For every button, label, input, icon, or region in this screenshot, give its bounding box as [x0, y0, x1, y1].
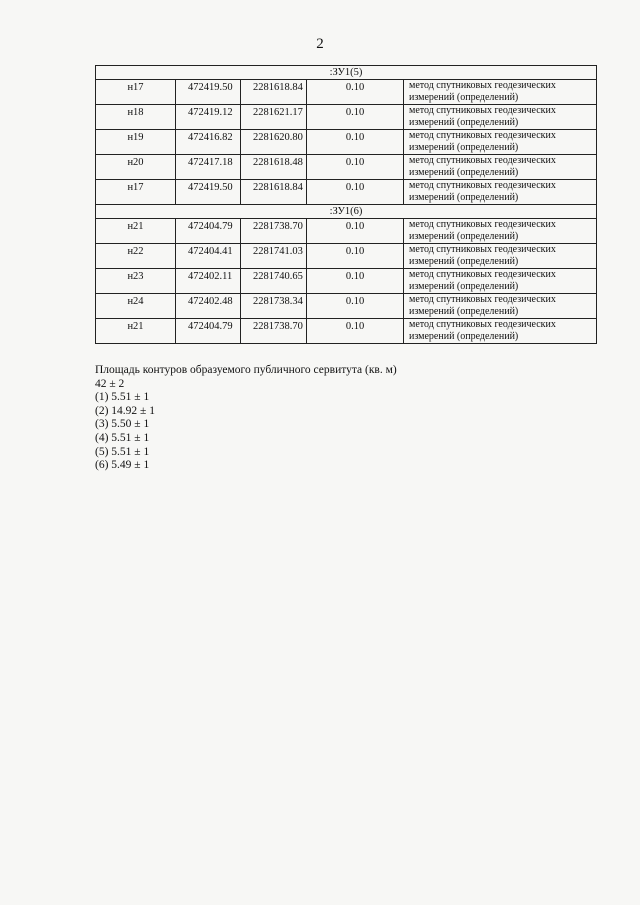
method-cell: метод спутниковых геодезических измерений (определений): [404, 130, 597, 155]
x-coordinate-cell: 472402.11: [176, 269, 241, 294]
point-number-cell: н18: [96, 105, 176, 130]
group-label: :ЗУ1(5): [96, 66, 597, 80]
y-coordinate-cell: 2281738.34: [241, 294, 307, 319]
point-number-cell: н22: [96, 244, 176, 269]
method-cell: метод спутниковых геодезических измерений (определений): [404, 219, 597, 244]
table-row: [96, 244, 597, 269]
point-number-cell: н17: [96, 80, 176, 105]
area-contour: (1) 5.51 ± 1: [95, 391, 150, 404]
accuracy-cell: 0.10: [307, 294, 404, 319]
accuracy-cell: 0.10: [307, 105, 404, 130]
point-number-cell: н21: [96, 219, 176, 244]
method-cell: метод спутниковых геодезических измерений (определений): [404, 319, 597, 344]
table-row: [96, 180, 597, 205]
point-number-cell: н24: [96, 294, 176, 319]
table-row: [96, 130, 597, 155]
area-heading: Площадь контуров образуемого публичного сервитута (кв. м): [95, 364, 397, 376]
area-contour: (5) 5.51 ± 1: [95, 445, 150, 458]
table-row: [96, 219, 597, 244]
accuracy-cell: 0.10: [307, 130, 404, 155]
area-contour: (2) 14.92 ± 1: [95, 404, 155, 417]
coordinates-table: [95, 65, 597, 344]
page-number: 2: [316, 36, 324, 52]
accuracy-cell: 0.10: [307, 80, 404, 105]
method-cell: метод спутниковых геодезических измерений (определений): [404, 105, 597, 130]
accuracy-cell: 0.10: [307, 319, 404, 344]
y-coordinate-cell: 2281738.70: [241, 319, 307, 344]
x-coordinate-cell: 472404.79: [176, 219, 241, 244]
point-number-cell: н20: [96, 155, 176, 180]
method-cell: метод спутниковых геодезических измерений (определений): [404, 244, 597, 269]
method-cell: метод спутниковых геодезических измерений (определений): [404, 180, 597, 205]
group-label: :ЗУ1(6): [96, 205, 597, 219]
y-coordinate-cell: 2281741.03: [241, 244, 307, 269]
area-contour: (4) 5.51 ± 1: [95, 431, 150, 444]
x-coordinate-cell: 472419.50: [176, 180, 241, 205]
x-coordinate-cell: 472404.41: [176, 244, 241, 269]
y-coordinate-cell: 2281618.48: [241, 155, 307, 180]
y-coordinate-cell: 2281740.65: [241, 269, 307, 294]
table-row: [96, 80, 597, 105]
method-cell: метод спутниковых геодезических измерений (определений): [404, 269, 597, 294]
table-row: [96, 294, 597, 319]
y-coordinate-cell: 2281618.84: [241, 80, 307, 105]
method-cell: метод спутниковых геодезических измерений (определений): [404, 294, 597, 319]
area-total: 42 ± 2: [95, 377, 125, 390]
y-coordinate-cell: 2281620.80: [241, 130, 307, 155]
accuracy-cell: 0.10: [307, 244, 404, 269]
point-number-cell: н23: [96, 269, 176, 294]
group-header-row: [96, 66, 597, 80]
point-number-cell: н19: [96, 130, 176, 155]
table-row: [96, 319, 597, 344]
group-header-row: [96, 205, 597, 219]
table-row: [96, 155, 597, 180]
table-row: [96, 105, 597, 130]
x-coordinate-cell: 472404.79: [176, 319, 241, 344]
area-contour: (3) 5.50 ± 1: [95, 418, 150, 431]
x-coordinate-cell: 472402.48: [176, 294, 241, 319]
point-number-cell: н21: [96, 319, 176, 344]
y-coordinate-cell: 2281618.84: [241, 180, 307, 205]
point-number-cell: н17: [96, 180, 176, 205]
x-coordinate-cell: 472416.82: [176, 130, 241, 155]
accuracy-cell: 0.10: [307, 155, 404, 180]
y-coordinate-cell: 2281621.17: [241, 105, 307, 130]
area-contour: (6) 5.49 ± 1: [95, 459, 150, 472]
table-row: [96, 269, 597, 294]
x-coordinate-cell: 472419.12: [176, 105, 241, 130]
method-cell: метод спутниковых геодезических измерений (определений): [404, 155, 597, 180]
accuracy-cell: 0.10: [307, 219, 404, 244]
method-cell: метод спутниковых геодезических измерений (определений): [404, 80, 597, 105]
y-coordinate-cell: 2281738.70: [241, 219, 307, 244]
x-coordinate-cell: 472419.50: [176, 80, 241, 105]
x-coordinate-cell: 472417.18: [176, 155, 241, 180]
area-notes: [95, 364, 397, 473]
accuracy-cell: 0.10: [307, 269, 404, 294]
coordinates-table-body: [96, 66, 597, 344]
accuracy-cell: 0.10: [307, 180, 404, 205]
